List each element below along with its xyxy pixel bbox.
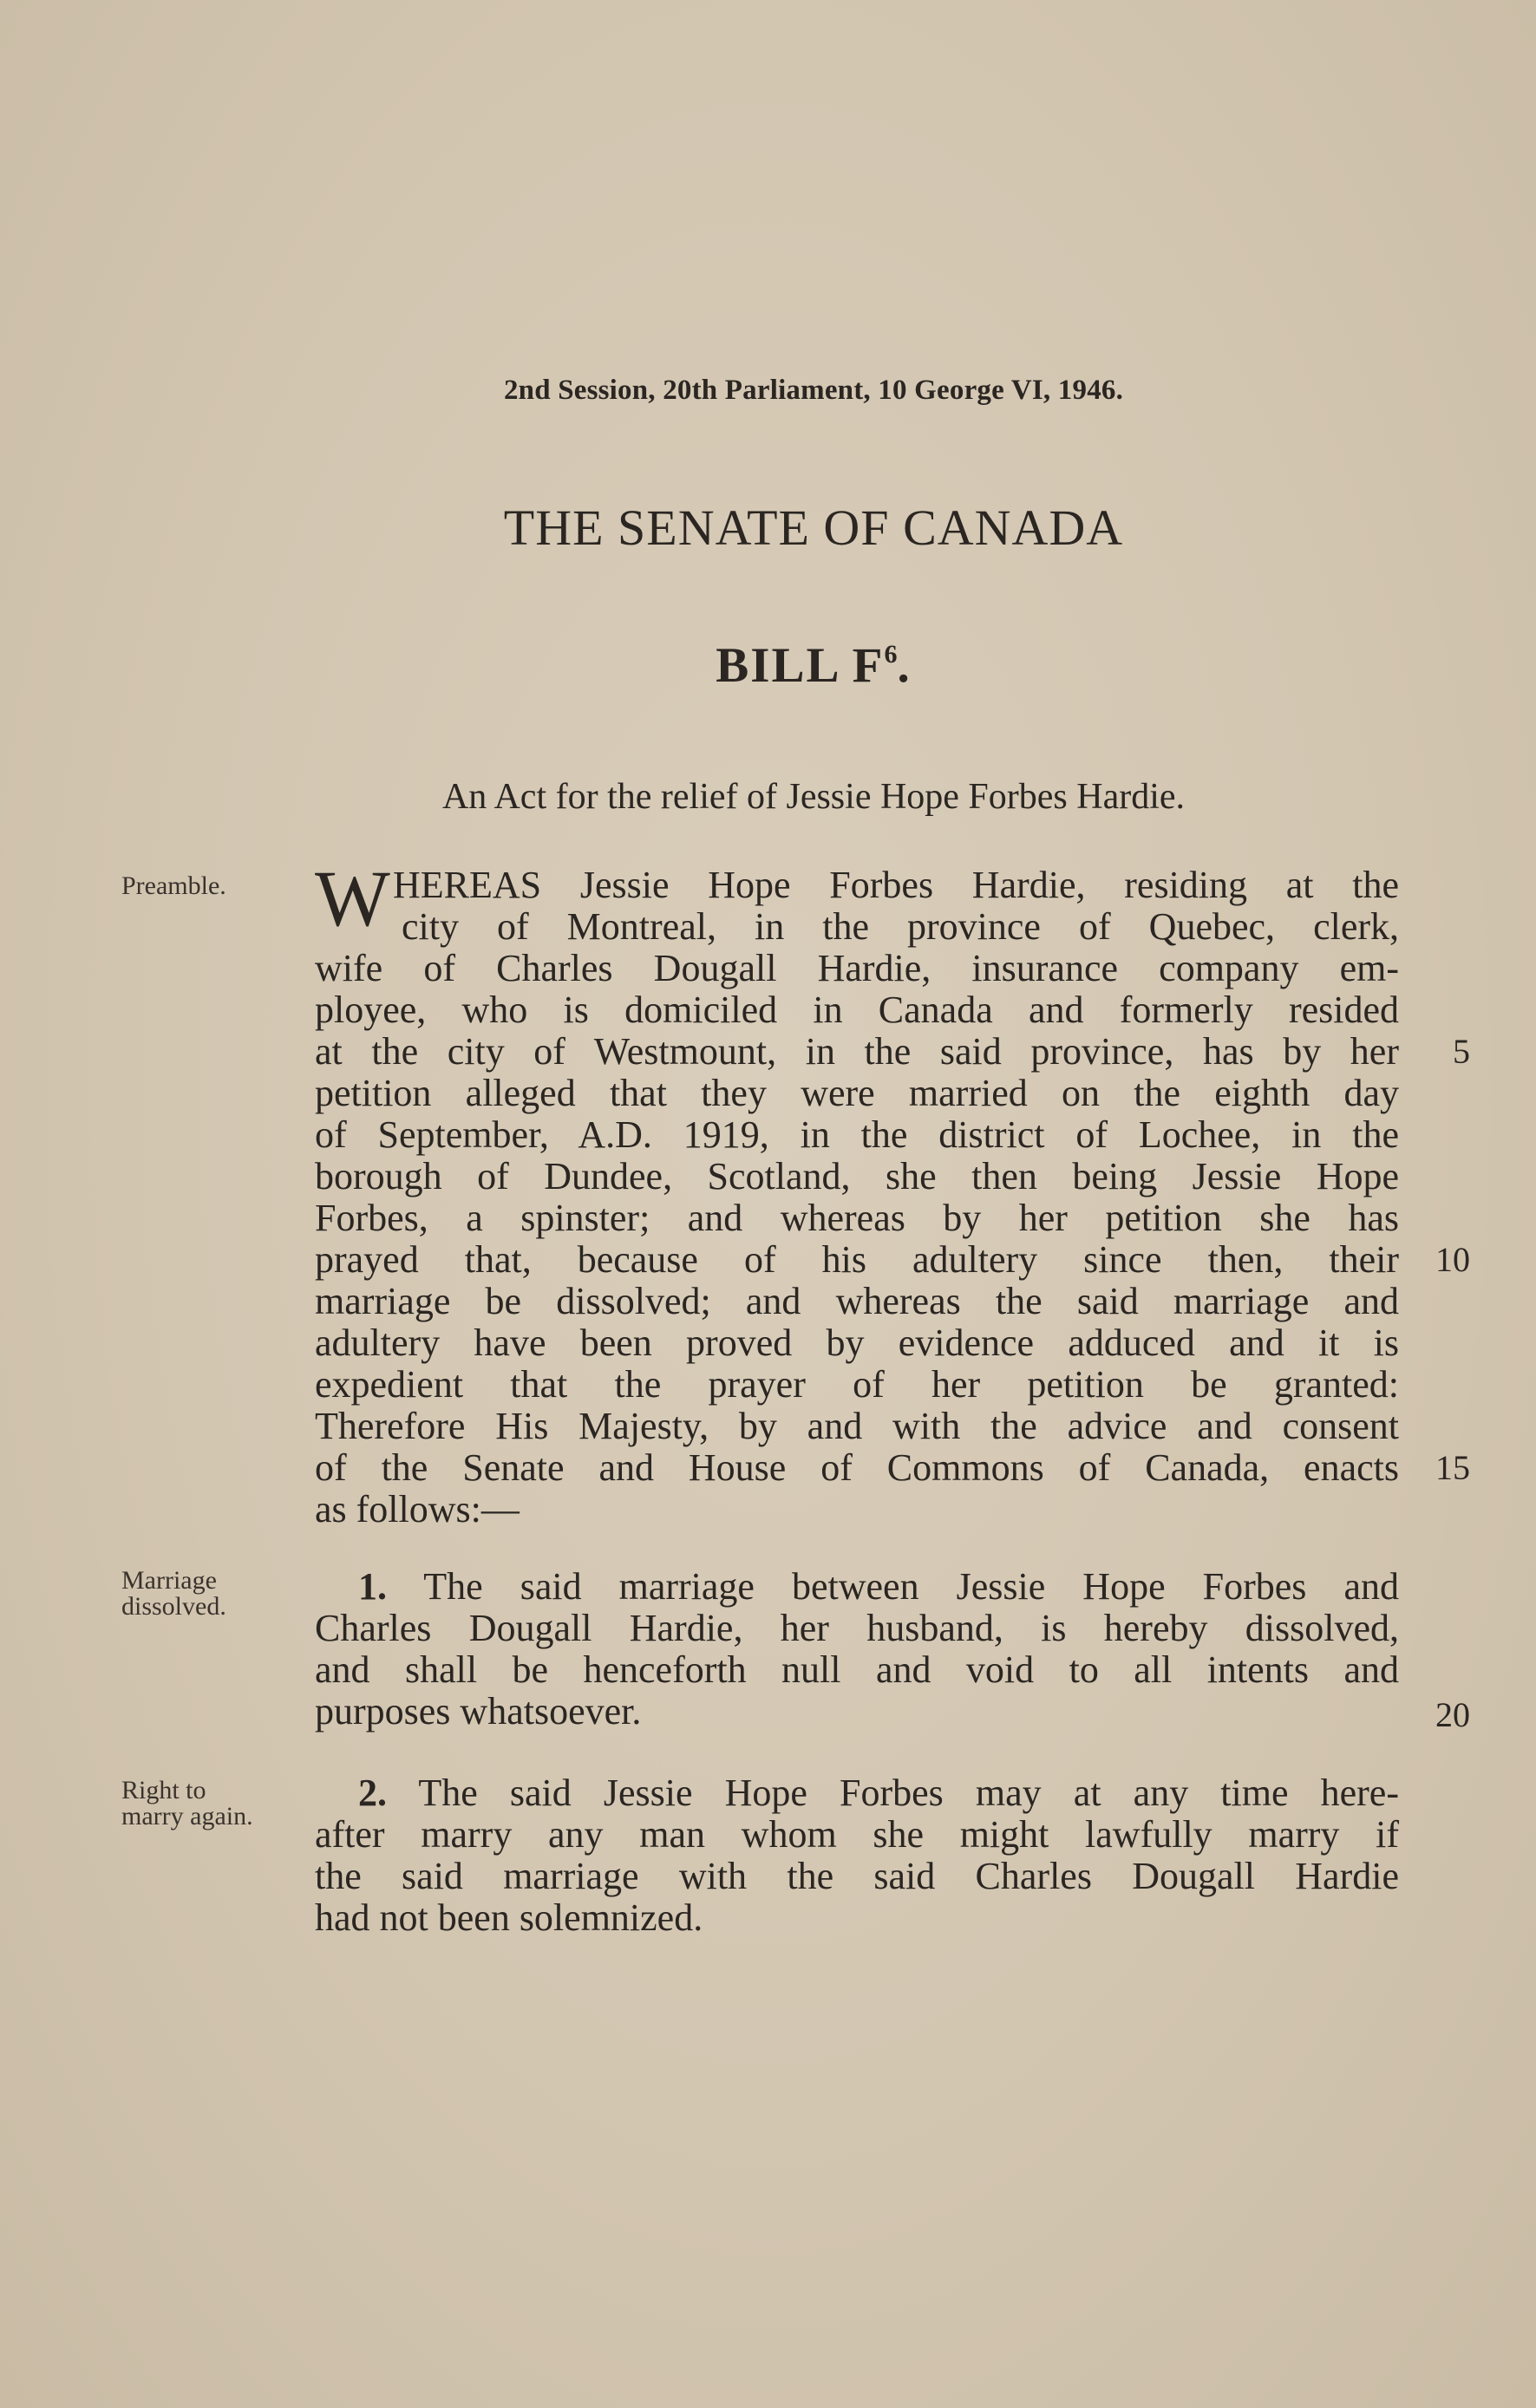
preamble-line: HEREAS Jessie Hope Forbes Hardie, residing at the (393, 864, 1399, 906)
section-line: the said marriage with the said Charles Dougall Hardie (315, 1855, 1399, 1897)
preamble-line: city of Montreal, in the province of Quebec, clerk, (402, 905, 1399, 948)
section-2 (315, 1772, 1399, 1939)
section-number: 2. (358, 1772, 387, 1814)
preamble-line: prayed that, because of his adultery since then, their (315, 1238, 1399, 1281)
preamble-line: Therefore His Majesty, by and with the advice and consent (315, 1405, 1399, 1447)
margin-note-line: Right to (121, 1776, 206, 1804)
margin-note-marriage-dissolved (121, 1568, 295, 1620)
bill-title-main: BILL F (716, 638, 885, 693)
bill-title-period: . (897, 638, 912, 693)
line-number: 20 (1435, 1695, 1470, 1734)
margin-note-right-to-marry (121, 1778, 295, 1830)
preamble-line: as follows:— (315, 1488, 520, 1530)
section-line: after marry any man whom she might lawfully marry if (315, 1813, 1399, 1856)
bill-title (0, 637, 1536, 694)
preamble-line: borough of Dundee, Scotland, she then being Jessie Hope (315, 1155, 1399, 1197)
senate-title: THE SENATE OF CANADA (503, 499, 1124, 556)
preamble-line: of the Senate and House of Commons of Canada, enacts (315, 1446, 1399, 1489)
bill-subtitle: An Act for the relief of Jessie Hope Forbes Hardie. (441, 777, 1186, 817)
bill-title-superscript: 6 (884, 640, 898, 669)
margin-note-line: marry again. (121, 1802, 253, 1830)
section-line: and shall be henceforth null and void to all intents and (315, 1648, 1399, 1691)
section-line: purposes whatsoever. (315, 1690, 642, 1733)
line-number: 10 (1435, 1240, 1470, 1279)
margin-note-preamble: Preamble. (121, 871, 226, 900)
section-text: The said Jessie Hope Forbes may at any time here- (418, 1772, 1399, 1814)
section-line (315, 1566, 1399, 1608)
section-text: The said marriage between Jessie Hope Forbes and (423, 1565, 1399, 1608)
preamble-line: Forbes, a spinster; and whereas by her petition she has (315, 1197, 1399, 1239)
margin-note-line: dissolved. (121, 1592, 226, 1621)
line-number: 5 (1453, 1032, 1470, 1071)
preamble-line: wife of Charles Dougall Hardie, insurance company em- (315, 947, 1399, 989)
preamble-drop-cap: W (315, 854, 390, 943)
section-1 (315, 1566, 1399, 1733)
section-line (315, 1772, 1399, 1814)
section-line: had not been solemnized. (315, 1896, 703, 1939)
margin-note-line: Marriage (121, 1566, 217, 1595)
section-number: 1. (358, 1565, 387, 1608)
preamble-line: ployee, who is domiciled in Canada and formerly resided (315, 989, 1399, 1031)
line-number: 15 (1435, 1448, 1470, 1487)
preamble-line: adultery have been proved by evidence adduced and it is (315, 1321, 1399, 1364)
preamble-line: marriage be dissolved; and whereas the said marriage and (315, 1280, 1399, 1322)
section-line: Charles Dougall Hardie, her husband, is hereby dissolved, (315, 1607, 1399, 1649)
preamble-line: expedient that the prayer of her petition be granted: (315, 1363, 1399, 1406)
preamble-line: of September, A.D. 1919, in the district of Lochee, in the (315, 1113, 1399, 1156)
preamble-line: petition alleged that they were married on the eighth day (315, 1072, 1399, 1114)
preamble-line: at the city of Westmount, in the said province, has by her (315, 1030, 1399, 1073)
preamble-paragraph (315, 865, 1399, 1530)
session-header: 2nd Session, 20th Parliament, 10 George VI, 1946. (503, 375, 1124, 406)
